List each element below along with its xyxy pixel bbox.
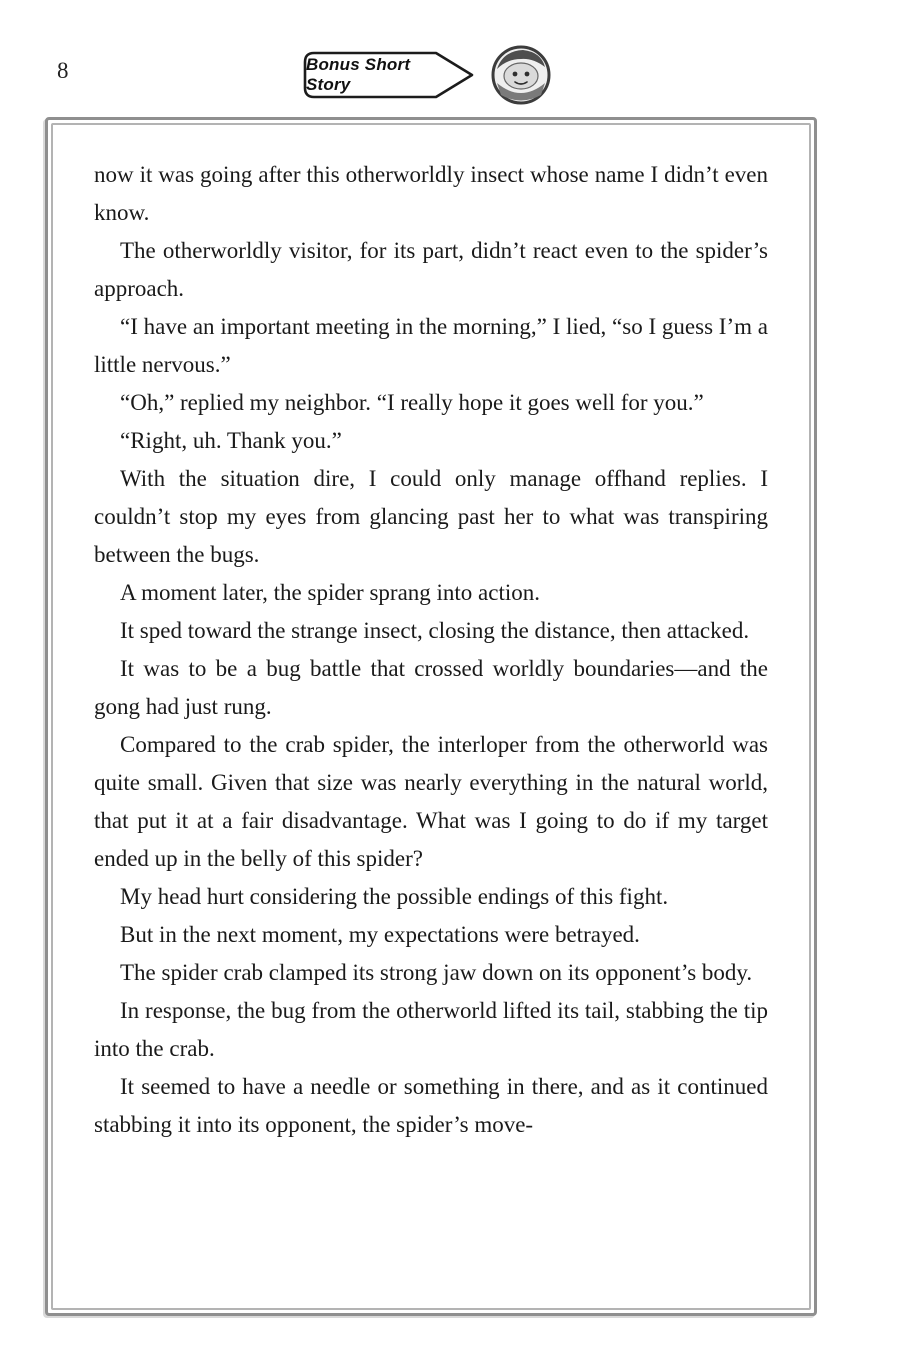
paragraph: It seemed to have a needle or something in there, and as it continued stabbing it into its opponent, the spider’s move-	[94, 1074, 768, 1137]
paragraph: It was to be a bug battle that crossed worldly boundaries—and the gong had just rung.	[94, 656, 768, 719]
paragraph: The otherworldly visitor, for its part, didn’t react even to the spider’s approach.	[94, 238, 768, 301]
paragraph: “Right, uh. Thank you.”	[120, 428, 342, 453]
bonus-story-badge	[300, 49, 478, 101]
page-text	[58, 130, 804, 1303]
badge-label: Bonus Short Story	[306, 55, 411, 94]
paragraph: The spider crab clamped its strong jaw down on its opponent’s body.	[120, 960, 753, 985]
paragraph: “Oh,” replied my neighbor. “I really hope it goes well for you.”	[120, 390, 704, 415]
paragraph: But in the next moment, my expectations were betrayed.	[120, 922, 640, 947]
paragraph: In response, the bug from the otherworld lifted its tail, stabbing the tip into the crab.	[94, 998, 768, 1061]
text-frame-inner-border	[51, 123, 811, 1310]
paragraph: My head hurt considering the possible endings of this fight.	[120, 884, 669, 909]
paragraph: Compared to the crab spider, the interloper from the otherworld was quite small. Given that size was nearly everything in the natural world, that put it at a fair disadvantage. What was I going to do if my target ended up in the belly of this spider?	[94, 732, 768, 871]
mascot-icon	[489, 43, 553, 107]
paragraph: A moment later, the spider sprang into action.	[120, 580, 541, 605]
paragraph: With the situation dire, I could only manage offhand replies. I couldn’t stop my eyes from glancing past her to what was transpiring between the bugs.	[94, 466, 768, 567]
text-frame	[45, 117, 817, 1316]
paragraph: now it was going after this otherworldly insect whose name I didn’t even know.	[94, 162, 768, 225]
paragraph: “I have an important meeting in the morning,” I lied, “so I guess I’m a little nervous.”	[94, 314, 768, 377]
page-number: 8	[57, 58, 69, 83]
paragraph: It sped toward the strange insect, closing the distance, then attacked.	[120, 618, 750, 643]
